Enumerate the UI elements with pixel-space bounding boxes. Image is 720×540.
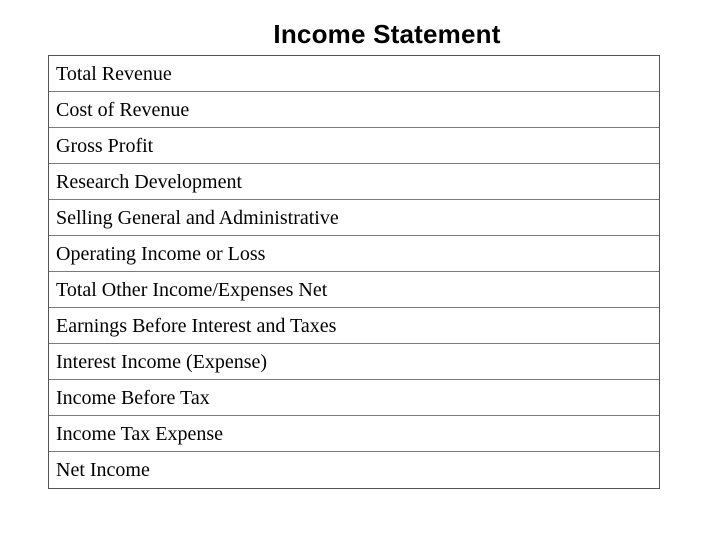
table-row-total-other-income: Total Other Income/Expenses Net <box>49 272 659 308</box>
table-row-gross-profit: Gross Profit <box>49 128 659 164</box>
table-row-ebit: Earnings Before Interest and Taxes <box>49 308 659 344</box>
table-row-research-development: Research Development <box>49 164 659 200</box>
table-row-cost-of-revenue: Cost of Revenue <box>49 92 659 128</box>
table-row-income-before-tax: Income Before Tax <box>49 380 659 416</box>
income-statement-table <box>48 55 660 489</box>
table-row-operating-income: Operating Income or Loss <box>49 236 659 272</box>
table-row-income-tax-expense: Income Tax Expense <box>49 416 659 452</box>
page-title: Income Statement <box>273 19 501 49</box>
table-row-interest-income: Interest Income (Expense) <box>49 344 659 380</box>
table-row-total-revenue: Total Revenue <box>49 56 659 92</box>
table-row-net-income: Net Income <box>56 459 150 481</box>
table-row-selling-general-administrative: Selling General and Administrative <box>49 200 659 236</box>
